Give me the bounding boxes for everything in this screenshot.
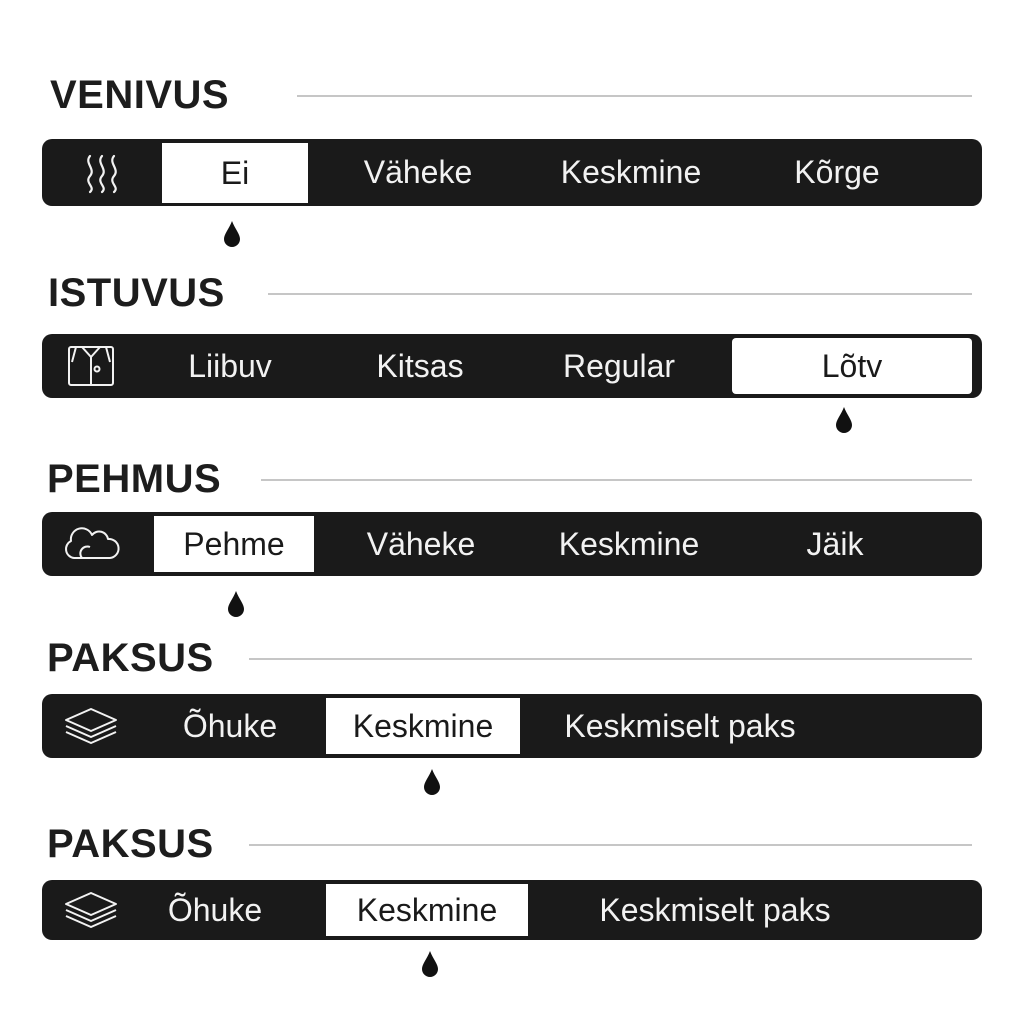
divider-line xyxy=(249,844,972,846)
option-keskmiselt-paks[interactable]: Keskmiselt paks xyxy=(599,891,831,928)
selection-drop-marker xyxy=(420,950,440,983)
section-heading-venivus xyxy=(0,70,1024,120)
section-heading-pehmus xyxy=(0,454,1024,504)
stretch-waves-icon xyxy=(80,152,126,194)
option-regular[interactable]: Regular xyxy=(562,347,676,384)
option-pehme[interactable]: Pehme xyxy=(154,516,314,572)
option-bar-istuvus xyxy=(42,334,982,398)
option-keskmine[interactable]: Keskmine xyxy=(326,698,520,754)
option-bar-paksus xyxy=(42,694,982,758)
option-ohuke[interactable]: Õhuke xyxy=(182,707,278,744)
option-bar-paksus-2 xyxy=(42,880,982,940)
option-keskmine[interactable]: Keskmine xyxy=(558,525,700,562)
selection-drop-marker xyxy=(226,590,246,623)
option-liibuv[interactable]: Liibuv xyxy=(188,347,272,384)
option-kitsas[interactable]: Kitsas xyxy=(376,347,464,384)
divider-line xyxy=(297,95,972,97)
section-heading-istuvus xyxy=(0,268,1024,318)
option-ohuke[interactable]: Õhuke xyxy=(167,891,263,928)
option-korge[interactable]: Kõrge xyxy=(794,154,880,190)
layers-thickness-icon xyxy=(62,705,120,747)
divider-line xyxy=(268,293,972,295)
selection-drop-marker xyxy=(422,768,442,801)
divider-line xyxy=(261,479,972,481)
option-vaheke[interactable]: Väheke xyxy=(363,154,473,190)
option-jaik[interactable]: Jäik xyxy=(806,525,864,562)
option-vaheke[interactable]: Väheke xyxy=(366,525,476,562)
section-heading-paksus xyxy=(0,633,1024,683)
option-keskmine[interactable]: Keskmine xyxy=(560,154,702,190)
section-title: PEHMUS xyxy=(47,457,222,501)
layers-thickness-icon xyxy=(62,889,120,931)
section-title: PAKSUS xyxy=(47,822,214,866)
section-title: VENIVUS xyxy=(50,73,230,117)
selection-drop-marker xyxy=(834,406,854,439)
option-keskmiselt-paks[interactable]: Keskmiselt paks xyxy=(564,707,796,744)
option-keskmine[interactable]: Keskmine xyxy=(326,884,528,936)
option-lotv[interactable]: Lõtv xyxy=(732,338,972,394)
selection-drop-marker xyxy=(222,220,242,253)
option-ei[interactable]: Ei xyxy=(162,143,308,203)
section-title: ISTUVUS xyxy=(48,271,225,315)
cloud-softness-icon xyxy=(62,525,122,563)
shirt-fit-icon xyxy=(66,344,116,388)
option-bar-pehmus xyxy=(42,512,982,576)
section-title: PAKSUS xyxy=(47,636,214,680)
option-bar-venivus xyxy=(42,139,982,206)
divider-line xyxy=(249,658,972,660)
section-heading-paksus-2 xyxy=(0,819,1024,869)
